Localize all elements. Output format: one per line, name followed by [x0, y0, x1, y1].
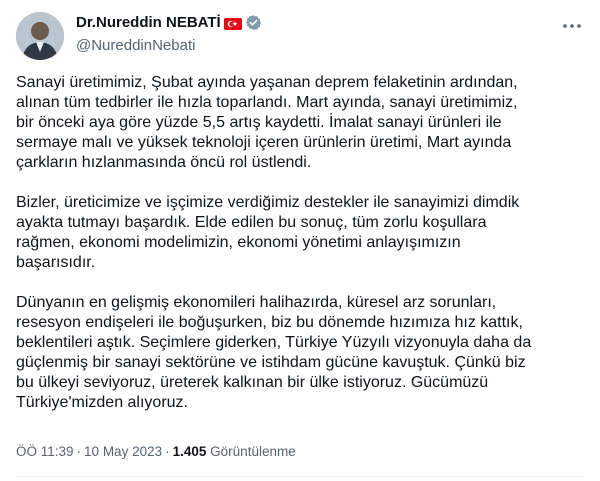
author-handle[interactable]: @NureddinNebati [76, 37, 196, 54]
tweet-time[interactable]: ÖÖ 11:39 [16, 444, 74, 459]
tweet-meta [16, 444, 296, 459]
verified-badge-icon[interactable] [245, 14, 262, 31]
meta-separator: · [165, 444, 170, 459]
divider [16, 476, 584, 477]
views-label: Görüntülenme [210, 444, 296, 459]
tweet-paragraph: Sanayi üretimimiz, Şubat ayında yaşanan deprem felaketinin ardından, alınan tüm tedbirler ile hızla toparlandı. Mart ayında, sanayi üretimimiz, bir önceki aya göre yüzde 5,5 artış kaydetti. İmalat sanayi ürünleri ile sermaye malı ve yüksek teknoloji içeren ürünlerin üretimi, Mart ayında çarkların hızlanmasında öncü rol üstlendi. [16, 74, 518, 171]
author-name-row [76, 14, 262, 31]
more-options-icon[interactable] [560, 16, 584, 36]
tweet-text [16, 73, 586, 433]
tweet-paragraph: Bizler, üreticimize ve işçimize verdiğimiz destekler ile sanayimizi dimdik ayakta tutmayı başardık. Elde edilen bu sonuç, tüm zorlu koşullara rağmen, ekonomi modelimizin, ekonomi yönetimi anlayışımızın başarısıdır. [16, 194, 520, 271]
avatar[interactable] [16, 12, 64, 60]
turkey-flag-icon [224, 17, 242, 29]
tweet-paragraph: Dünyanın en gelişmiş ekonomileri halihazırda, küresel arz sorunları, resesyon endişeleri ile boğuşurken, biz bu dönemde hızımıza hız kattık, beklentileri aştık. Seçimlere giderken, Türkiye Yüzyılı vizyonuyla daha da güçlenmiş bir sanayi sektörüne ve istihdam gücüne kavuştuk. Çünkü biz bu ülkeyi seviyoruz, üreterek kalkınan bir ülke istiyoruz. Gücümüzü Türkiye'mizden alıyoruz. [16, 294, 532, 411]
tweet-date[interactable]: 10 May 2023 [84, 444, 163, 459]
meta-separator: · [76, 444, 82, 459]
tweet-header [0, 0, 600, 64]
author-name[interactable]: Dr.Nureddin NEBATİ [76, 14, 221, 31]
views-count: 1.405 [172, 444, 207, 459]
